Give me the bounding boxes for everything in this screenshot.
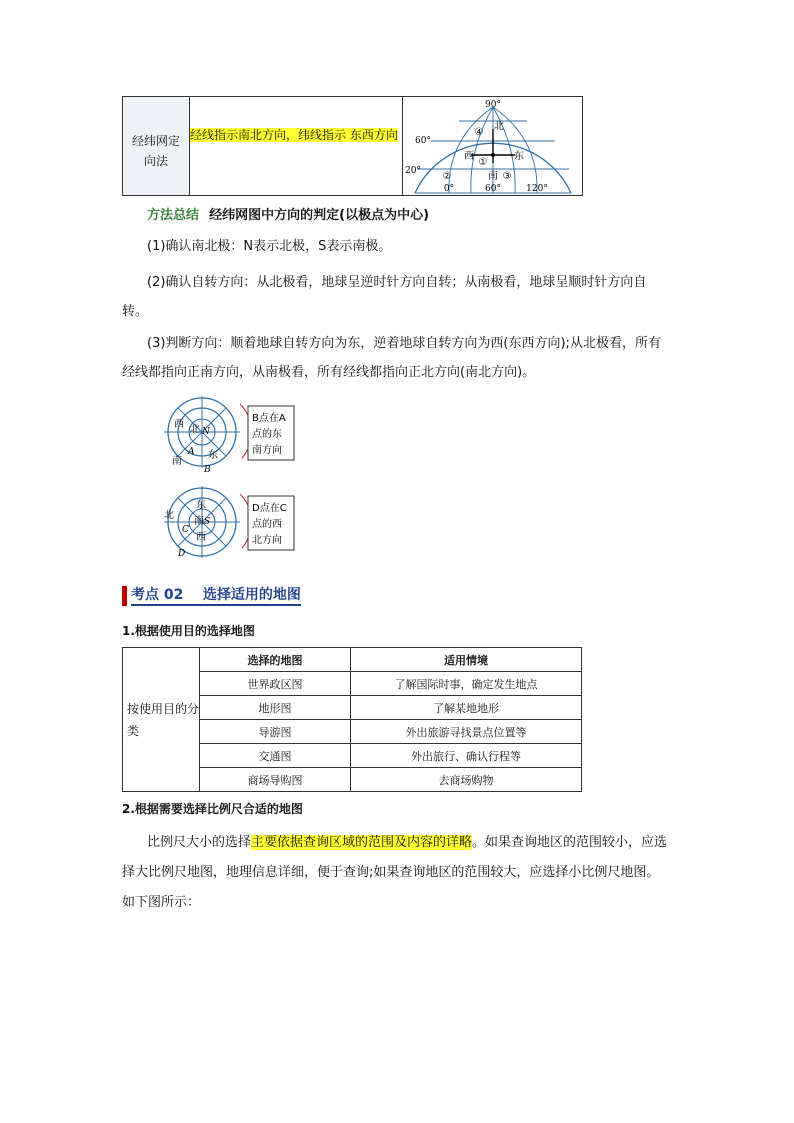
row-map-name: 导游图 — [200, 720, 351, 744]
south-diagram-south: 南 — [194, 516, 204, 527]
method-desc: 经线指示南北方向，纬线指示 东西方向 — [190, 128, 398, 142]
lat-60-label: 60° — [414, 136, 431, 146]
summary-heading — [147, 206, 429, 226]
south-caption-line-2: 点的西 — [252, 519, 282, 530]
south-caption-line-3: 北方向 — [252, 535, 282, 546]
point-4: ④ — [474, 127, 483, 138]
north-diagram-A: A — [188, 447, 195, 457]
point-3: ③ — [502, 171, 511, 182]
north-label: 北 — [493, 121, 504, 132]
row-map-name: 商场导购图 — [200, 768, 351, 792]
subheading-1: 1.根据使用目的选择地图 — [122, 624, 255, 638]
north-diagram-south: 南 — [172, 456, 182, 467]
section-marker — [122, 586, 127, 606]
summary-heading-label: 方法总结 — [147, 208, 200, 223]
north-diagram-north: 北 — [190, 424, 200, 435]
method-desc-cell — [190, 97, 403, 196]
lat-90-label: 90° — [484, 100, 501, 110]
north-caption-line-2: 点的东 — [252, 429, 282, 440]
north-diagram-N: N — [202, 427, 210, 437]
south-caption-line-1: D点在C — [252, 503, 287, 514]
lat-20-label: 20° — [404, 166, 421, 176]
section-title: 考点 02 选择适用的地图 — [131, 586, 301, 606]
group-label-cell — [123, 648, 200, 792]
north-diagram-B: B — [204, 465, 211, 475]
scale-text-pre: 比例尺大小的选择 — [147, 835, 252, 850]
lon-0-label: 0° — [443, 184, 454, 194]
south-label: 南 — [487, 171, 498, 182]
method-table — [122, 96, 583, 196]
row-context: 了解某地地形 — [351, 696, 582, 720]
north-diagram-west: 西 — [174, 419, 184, 430]
scale-text-post: 。如果查询地区的范围较小，应选择大比例尺地图，地理信息详细，便于查询;如果查询地区的范围较大，应选择小比例尺地图。如下图所示： — [122, 835, 668, 910]
header-context: 适用情境 — [351, 648, 582, 672]
row-context: 去商场购物 — [351, 768, 582, 792]
group-label: 按使用目的分类 — [127, 701, 200, 738]
method-label-cell — [123, 97, 190, 196]
summary-step-1: (1)确认南北极：N表示北极，S表示南极。 — [147, 239, 392, 254]
point-2: ② — [442, 171, 451, 182]
row-map-name: 地形图 — [200, 696, 351, 720]
summary-heading-text: 经纬网图中方向的判定(以极点为中心) — [209, 208, 430, 223]
row-context: 外出旅行、确认行程等 — [351, 744, 582, 768]
lon-60-label: 60° — [484, 184, 501, 194]
north-caption-line-3: 南方向 — [252, 445, 282, 456]
south-diagram-north: 北 — [164, 510, 174, 521]
scale-paragraph — [122, 828, 670, 918]
south-diagram-east: 东 — [196, 500, 206, 511]
subheading-2: 2.根据需要选择比例尺合适的地图 — [122, 802, 303, 816]
graticule-diagram — [404, 99, 579, 195]
row-context: 了解国际时事，确定发生地点 — [351, 672, 582, 696]
south-diagram-west: 西 — [196, 532, 206, 543]
point-1: ① — [478, 157, 487, 168]
west-label: 西 — [463, 151, 474, 162]
east-label: 东 — [513, 151, 524, 162]
method-diagram-cell — [403, 97, 583, 196]
south-diagram-C: C — [182, 525, 189, 535]
summary-step-2: (2)确认自转方向：从北极看，地球呈逆时针方向自转；从南极看，地球呈顺时针方向自转。 — [122, 275, 647, 319]
lon-120-label: 120° — [525, 184, 548, 194]
map-selection-table — [122, 647, 582, 792]
south-pole-diagram — [150, 484, 302, 564]
north-pole-diagram — [150, 394, 302, 474]
south-diagram-S: S — [204, 517, 211, 527]
row-map-name: 世界政区图 — [200, 672, 351, 696]
table-header-row — [123, 648, 582, 672]
header-map: 选择的地图 — [200, 648, 351, 672]
scale-text-highlight: 主要依据查询区域的范围及内容的详略 — [251, 835, 473, 850]
south-diagram-D: D — [178, 549, 186, 559]
summary-step-3: (3)判断方向：顺着地球自转方向为东，逆着地球自转方向为西(东西方向);从北极看，所有经线都指向正南方向，从南极看，所有经线都指向正北方向(南北方向)。 — [122, 336, 661, 380]
row-map-name: 交通图 — [200, 744, 351, 768]
north-caption-line-1: B点在A — [252, 413, 286, 424]
row-context: 外出旅游寻找景点位置等 — [351, 720, 582, 744]
section-heading — [122, 585, 301, 607]
method-label: 经纬网定向法 — [131, 134, 180, 168]
north-diagram-east: 东 — [208, 450, 218, 461]
